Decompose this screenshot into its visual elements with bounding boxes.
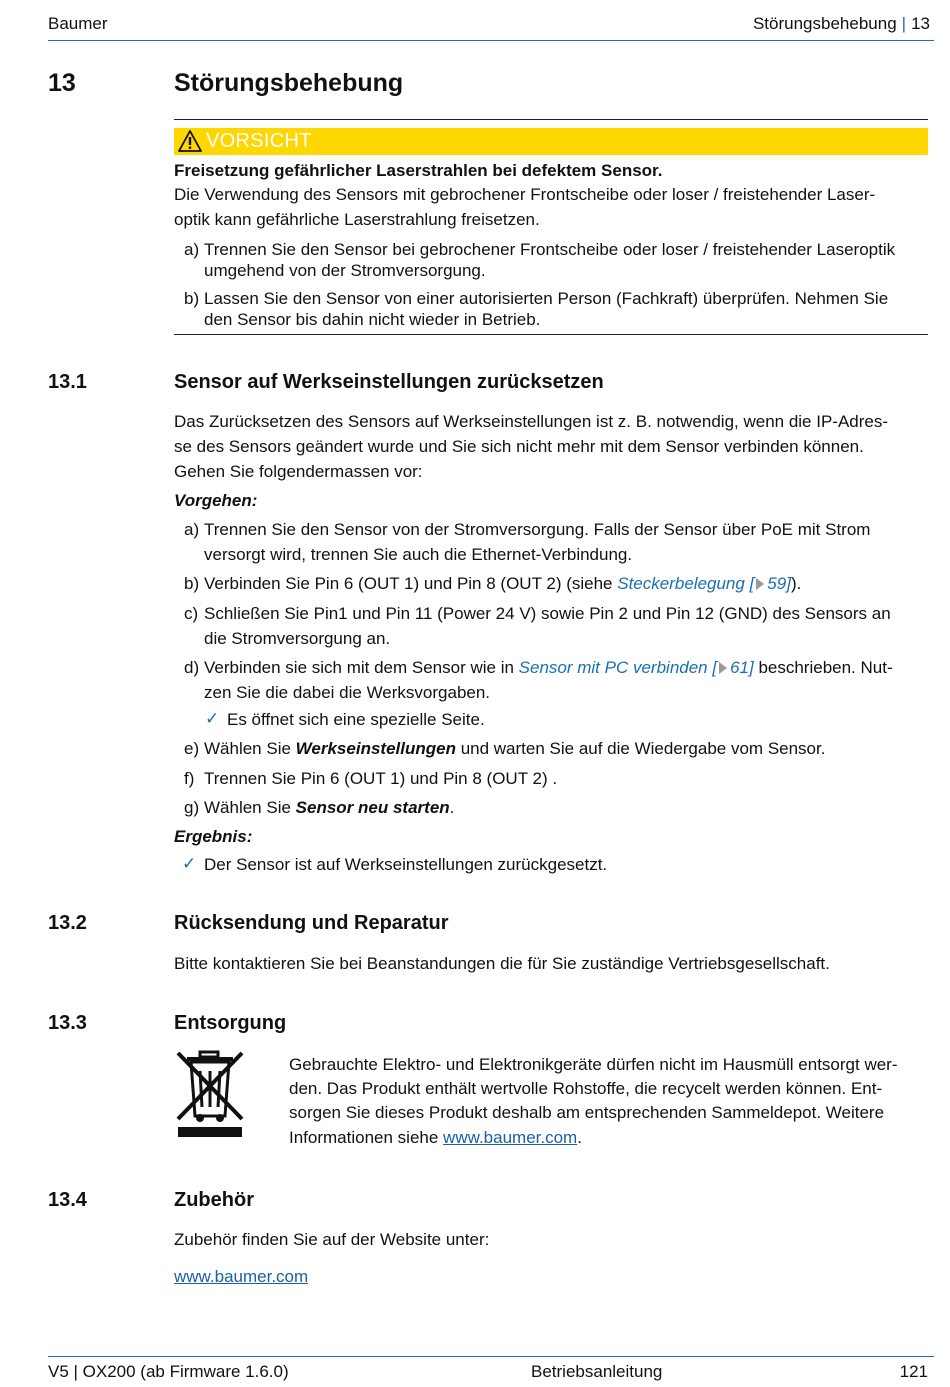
result-label: Ergebnis: [174,827,253,846]
paragraph-line: den. Das Produkt enthält wertvolle Rohstoffe, die recycelt werden können. Ent- [289,1079,883,1098]
step-mark: f) [184,769,195,788]
caution-step-line: Lassen Sie den Sensor von einer autorisierten Person (Fachkraft) überprüfen. Nehmen Sie [204,289,889,308]
caution-text-line: Die Verwendung des Sensors mit gebrochener Frontscheibe oder loser / freistehender Laser- [174,185,876,204]
caution-top-rule [174,119,928,120]
paragraph-line: Zubehör finden Sie auf der Website unter: [174,1230,490,1249]
step-g: Wählen Sie Sensor neu starten. [204,798,455,817]
paragraph-line: Gebrauchte Elektro- und Elektronikgeräte dürfen nicht im Hausmüll entsorgt wer- [289,1055,898,1074]
header-chapter: Störungsbehebung | 13 [752,14,930,33]
step-mark: g) [184,798,200,817]
caution-step-line: den Sensor bis dahin nicht wieder in Betrieb. [204,310,541,329]
procedure-label: Vorgehen: [174,491,258,510]
paragraph-line: sorgen Sie dieses Produkt deshalb am entsprechenden Sammeldepot. Weitere [289,1103,885,1122]
link-baumer-website[interactable]: www.baumer.com [443,1128,578,1147]
paragraph-line: Informationen siehe www.baumer.com. [289,1128,582,1147]
section-title: Zubehör [174,1189,254,1211]
section-number: 13.4 [48,1189,87,1211]
step-e: Wählen Sie Werkseinstellungen und warten Sie auf die Wiedergabe vom Sensor. [204,739,826,758]
check-icon: ✓ [205,709,220,728]
paragraph-line: Bitte kontaktieren Sie bei Beanstandungen die für Sie zuständige Vertriebsgesellschaft. [174,954,830,973]
header-brand: Baumer [48,14,108,33]
section-title: Sensor auf Werkseinstellungen zurücksetzen [174,371,604,393]
step-mark: e) [184,739,200,758]
paragraph-line: se des Sensors geändert wurde und Sie sich nicht mehr mit dem Sensor verbinden können. [174,437,864,456]
caution-text-line: optik kann gefährliche Laserstrahlung freisetzen. [174,210,540,229]
paragraph-line: Das Zurücksetzen des Sensors auf Werkseinstellungen ist z. B. notwendig, wenn die IP-Adres- [174,412,889,431]
step-line: zen Sie die dabei die Werksvorgaben. [204,683,491,702]
caution-step-mark: a) [184,240,200,259]
section-title: Rücksendung und Reparatur [174,912,449,934]
chapter-number: 13 [48,69,76,97]
ui-term: Sensor neu starten [295,798,450,817]
page-arrow-icon [719,662,727,674]
footer-document-id: V5 | OX200 (ab Firmware 1.6.0) [48,1362,289,1381]
check-icon: ✓ [182,854,197,873]
section-number: 13.1 [48,371,87,393]
footer-page-number: 121 [899,1362,928,1381]
ui-term: Werkseinstellungen [295,739,456,758]
chapter-title: Störungsbehebung [174,69,404,97]
step-line: Trennen Sie den Sensor von der Stromversorgung. Falls der Sensor über PoE mit Strom [204,520,871,539]
footer-document-type: Betriebsanleitung [531,1362,663,1381]
step-mark: a) [184,520,200,539]
step-line: Schließen Sie Pin1 und Pin 11 (Power 24 V) sowie Pin 2 und Pin 12 (GND) des Sensors an [204,604,891,623]
section-number: 13.2 [48,912,87,934]
section-title: Entsorgung [174,1012,287,1034]
weee-crossed-bin-icon [174,1049,246,1139]
step-d: Verbinden sie sich mit dem Sensor wie in Sensor mit PC verbinden [ 61] beschrieben. Nut- [204,658,893,677]
caution-headline: Freisetzung gefährlicher Laserstrahlen bei defektem Sensor. [174,161,663,180]
paragraph-line: Gehen Sie folgendermassen vor: [174,462,423,481]
footer-rule [48,1356,934,1357]
step-result: Es öffnet sich eine spezielle Seite. [227,710,485,729]
link-steckerbelegung[interactable]: Steckerbelegung [ 59] [617,574,791,593]
warning-triangle-icon [178,130,202,152]
caution-label: VORSICHT [206,130,312,152]
step-mark: d) [184,658,200,677]
header-chapter-number: 13 [911,14,930,33]
link-sensor-mit-pc-verbinden[interactable]: Sensor mit PC verbinden [ 61] [518,658,754,677]
header-separator: | [901,14,907,33]
caution-step-mark: b) [184,289,200,308]
page-arrow-icon [756,578,764,590]
caution-step-line: Trennen Sie den Sensor bei gebrochener Frontscheibe oder loser / freistehender Laseroptik [204,240,896,259]
result-text: Der Sensor ist auf Werkseinstellungen zurückgesetzt. [204,855,608,874]
link-baumer-website[interactable]: www.baumer.com [174,1267,309,1286]
caution-step-line: umgehend von der Stromversorgung. [204,261,486,280]
section-number: 13.3 [48,1012,87,1034]
step-mark: c) [184,604,199,623]
header-rule [48,40,934,41]
step-b: Verbinden Sie Pin 6 (OUT 1) und Pin 8 (OUT 2) (siehe Steckerbelegung [ 59]). [204,574,802,593]
step-line: Trennen Sie Pin 6 (OUT 1) und Pin 8 (OUT 2) . [204,769,558,788]
caution-bottom-rule [174,334,928,335]
step-mark: b) [184,574,200,593]
step-line: versorgt wird, trennen Sie auch die Ethernet-Verbindung. [204,545,633,564]
step-line: die Stromversorgung an. [204,629,391,648]
